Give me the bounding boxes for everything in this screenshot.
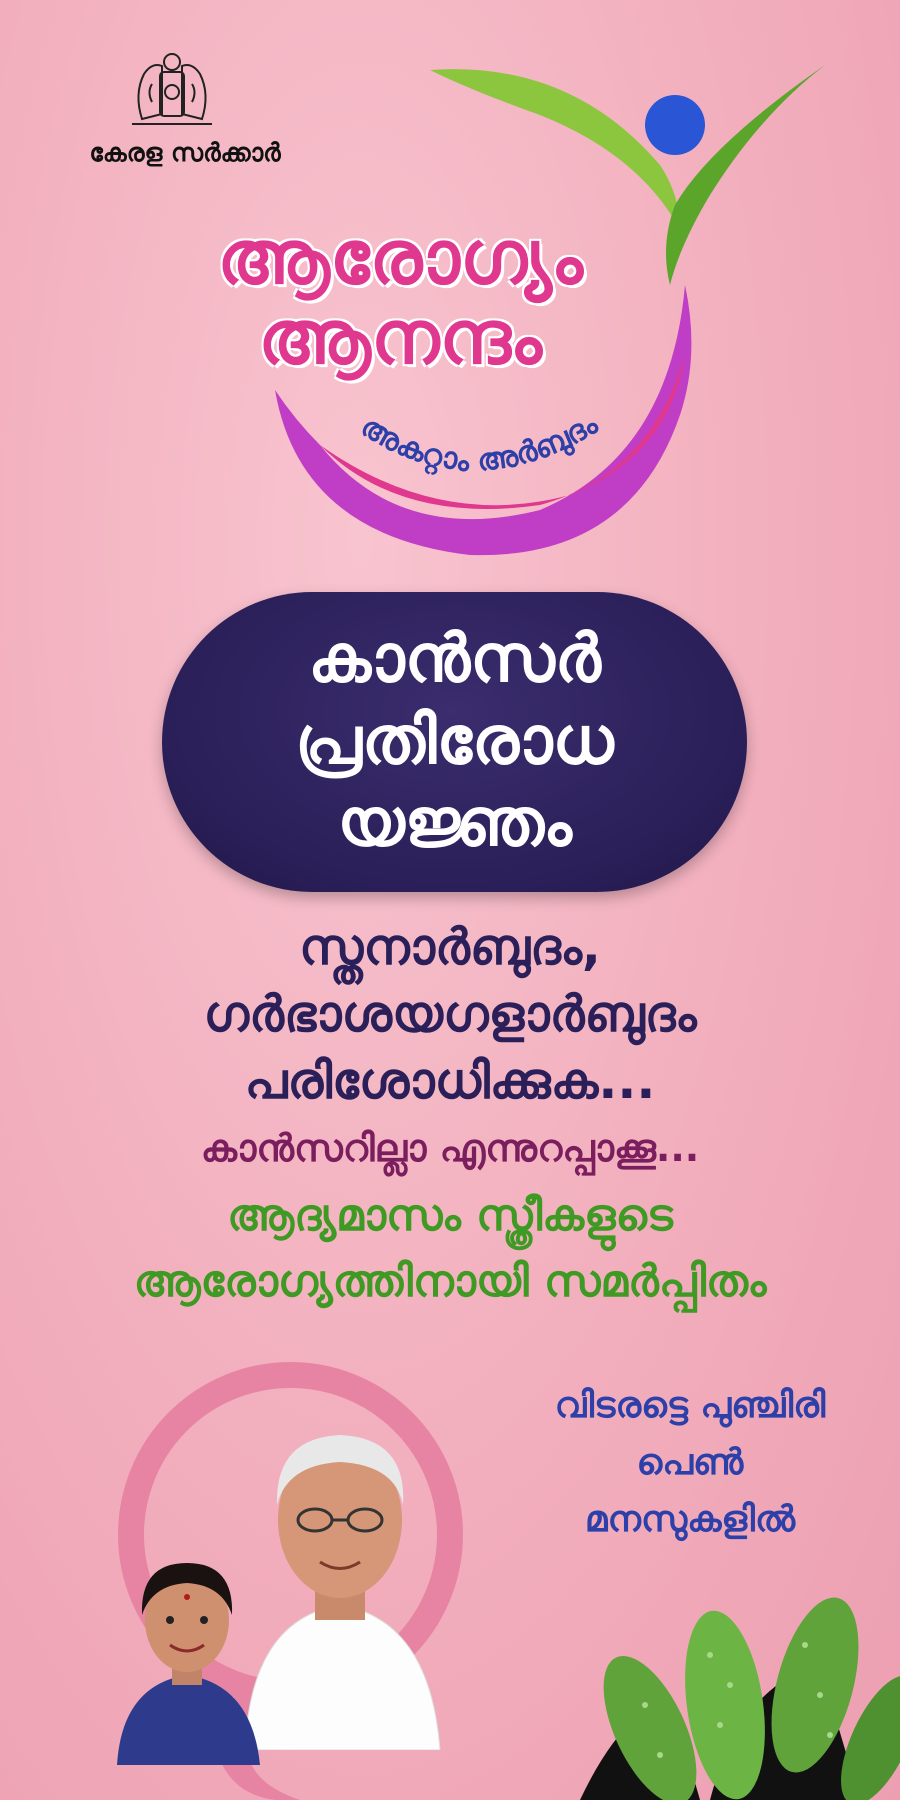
slogan-line1: വിടരട്ടെ പുഞ്ചിരി [554, 1385, 826, 1426]
banner-line1: കാൻസർ [308, 620, 601, 697]
government-name: കേരള സർക്കാർ [89, 138, 281, 167]
dedication-line1: ആദ്യമാസം സ്ത്രീകളുടെ [227, 1190, 673, 1241]
campaign-banner [162, 592, 747, 892]
message-tagline: കാൻസറില്ലാ എന്നുറപ്പാക്കൂ... [200, 1126, 700, 1170]
message-line3: പരിശോധിക്കുക... [244, 1052, 656, 1110]
dedication-line2: ആരോഗ്യത്തിനായി സമർപ്പിതം [133, 1256, 767, 1307]
cactus-plant-icon [560, 1565, 900, 1800]
message-line1: സ്തനാർബുദം, [299, 918, 601, 976]
svg-text:അകറ്റാം അർബുദം [355, 406, 605, 482]
campaign-title-line1: ആരോഗ്യം [217, 215, 583, 301]
kerala-emblem-icon [122, 44, 222, 134]
message-line2: ഗർഭാശയഗളാർബുദം [203, 985, 697, 1043]
campaign-subtitle: അകറ്റാം അർബുദം [354, 406, 604, 480]
campaign-subtitle-arc [300, 370, 660, 530]
banner-line2: പ്രതിരോധ [295, 702, 614, 779]
health-minister-photo [112, 1545, 262, 1765]
banner-line3: യജ്ഞം [337, 784, 572, 861]
campaign-title-line2: ആനന്ദം [258, 295, 542, 381]
slogan-line3: മനസുകളിൽ [584, 1499, 796, 1540]
chief-minister-photo [235, 1410, 445, 1750]
slogan-line2: പെൺ [636, 1442, 744, 1483]
